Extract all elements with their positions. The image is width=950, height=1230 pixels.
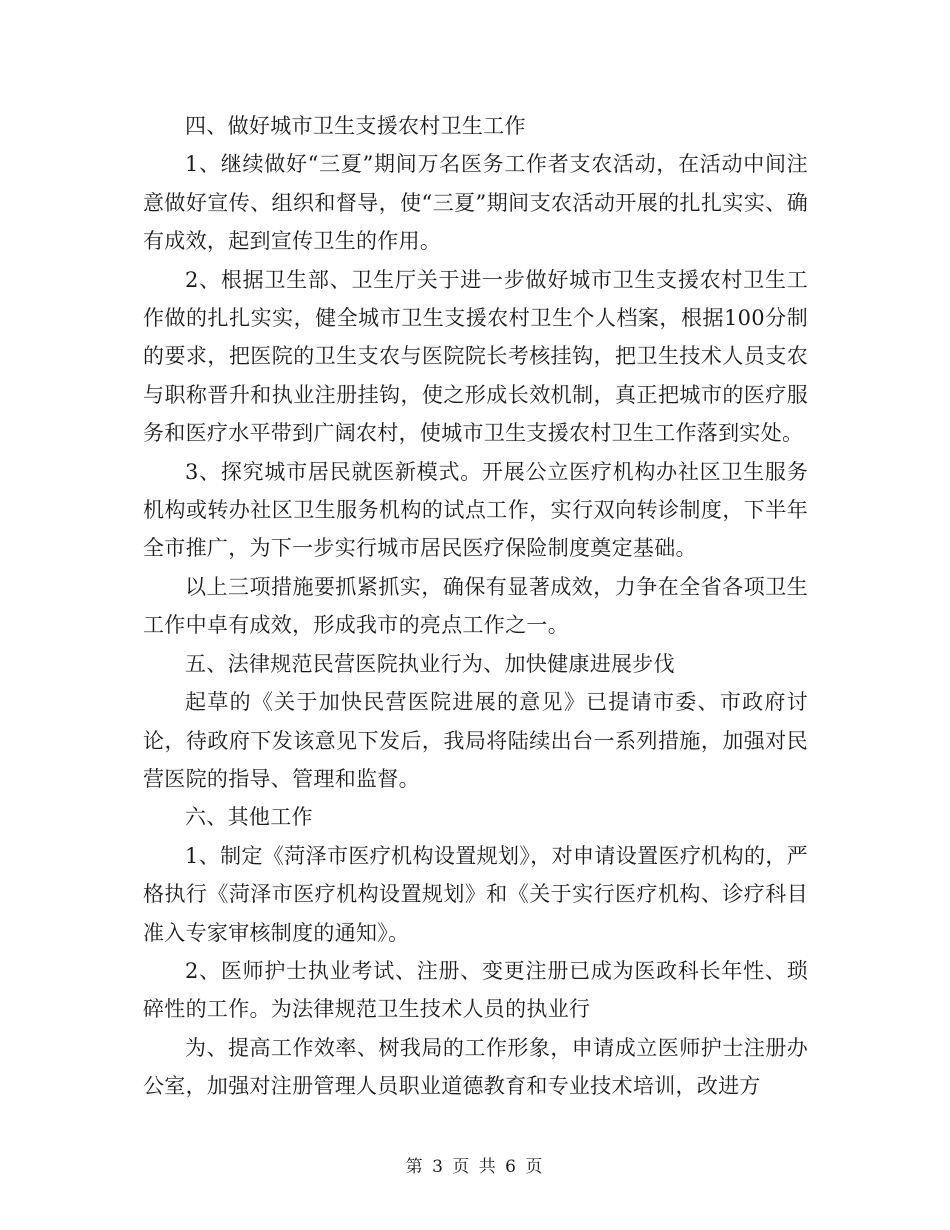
paragraph-item-4-1: 1、继续做好“三夏”期间万名医务工作者支农活动，在活动中间注意做好宣传、组织和督导，使“三夏”期间支农活动开展的扎扎实实、确有成效，起到宣传卫生的作用。: [143, 152, 808, 254]
heading-section-6: 六、其他工作: [185, 805, 313, 830]
heading-section-4: 四、做好城市卫生支援农村卫生工作: [185, 114, 526, 138]
document-body: [143, 107, 808, 1106]
paragraph-section-5: 起草的《关于加快民营医院进展的意见》已提请市委、市政府讨论，待政府下发该意见下发后，我局将陆续出台一系列措施，加强对民营医院的指导、管理和监督。: [143, 690, 808, 791]
paragraph-summary: 以上三项措施要抓紧抓实，确保有显著成效，力争在全省各项卫生工作中卓有成效，形成我市的亮点工作之一。: [143, 574, 808, 638]
paragraph-item-6-1: 1、制定《菏泽市医疗机构设置规划》，对申请设置医疗机构的，严格执行《菏泽市医疗机构设置规划》和《关于实行医疗机构、诊疗科目准入专家审核制度的通知》。: [143, 843, 808, 945]
page-number-footer: 第 3 页 共 6 页: [405, 1157, 545, 1177]
paragraph-item-4-3: 3、探究城市居民就医新模式。开展公立医疗机构办社区卫生服务机构或转办社区卫生服务机构的试点工作，实行双向转诊制度，下半年全市推广，为下一步实行城市居民医疗保险制度奠定基础。: [143, 459, 808, 561]
paragraph-item-4-2: 2、根据卫生部、卫生厅关于进一步做好城市卫生支援农村卫生工作做的扎扎实实，健全城市卫生支援农村卫生个人档案，根据100分制的要求，把医院的卫生支农与医院院长考核挂钩，把卫生技术人员支农与职称晋升和执业注册挂钩，使之形成长效机制，真正把城市的医疗服务和医疗水平带到广阔农村，使城市卫生支援农村卫生工作落到实处。: [143, 267, 808, 446]
paragraph-item-6-2-continued: 为、提高工作效率、树我局的工作形象，申请成立医师护士注册办公室，加强对注册管理人员职业道德教育和专业技术培训，改进方: [143, 1035, 808, 1099]
paragraph-item-6-2: 2、医师护士执业考试、注册、变更注册已成为医政科长年性、琐碎性的工作。为法律规范卫生技术人员的执业行: [143, 958, 808, 1022]
heading-section-5: 五、法律规范民营医院执业行为、加快健康进展步伐: [185, 651, 675, 676]
